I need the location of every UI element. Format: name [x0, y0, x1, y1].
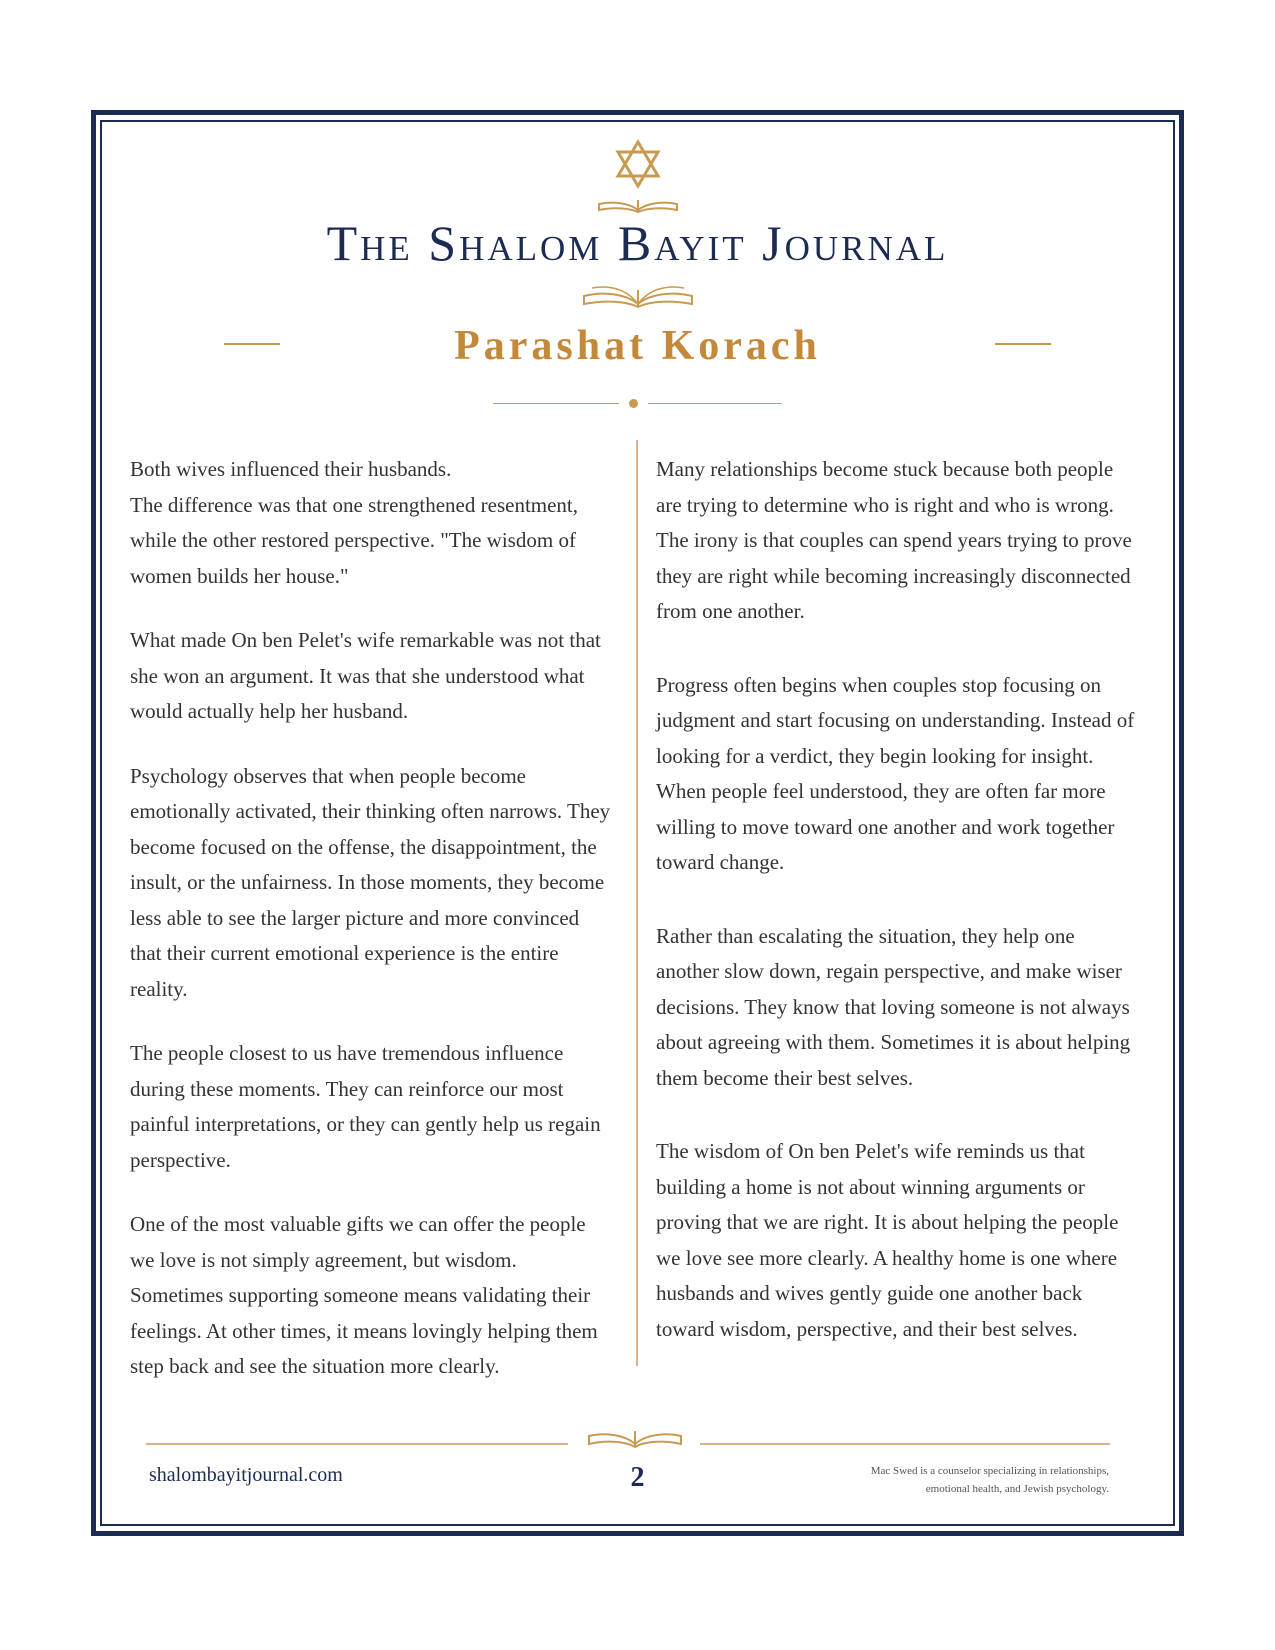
ornament-rule-right: [648, 403, 782, 404]
left-column: [130, 452, 615, 1414]
right-column: [656, 452, 1141, 1385]
paragraph: Progress often begins when couples stop focusing on judgment and start focusing on understanding. Instead of looking for a verdict, they begin looking for insight. When people feel understood, they are often far more willing to move toward one another and work together toward change.: [656, 672, 1135, 874]
open-book-icon: [595, 192, 681, 214]
paragraph: The wisdom of On ben Pelet's wife reminds us that building a home is not about winning arguments or proving that we are right. It is about helping the people we love see more clearly. A healthy home is one where husbands and wives gently guide one another back toward wisdom, perspective, and their best selves.: [656, 1139, 1119, 1341]
open-book-icon: [585, 1422, 685, 1450]
website-link[interactable]: shalombayitjournal.com: [149, 1464, 343, 1486]
paragraph: One of the most valuable gifts we can offer the people we love is not simply agreement, but wisdom. Sometimes supporting someone means validating their feelings. At other times, it means lovingly helping them step back and see the situation more clearly.: [130, 1212, 598, 1378]
column-divider: [636, 440, 638, 1366]
paragraph: What made On ben Pelet's wife remarkable was not that she won an argument. It was that she understood what would actually help her husband.: [130, 628, 601, 723]
parasha-title: Parashat Korach: [454, 323, 821, 369]
ornament-dot: [629, 399, 638, 408]
paragraph: Rather than escalating the situation, they help one another slow down, regain perspective, and make wiser decisions. They know that loving someone is not always about agreeing with them. Sometimes it is about helping them become their best selves.: [656, 923, 1131, 1090]
paragraph: Psychology observes that when people become emotionally activated, their thinking often narrows. They become focused on the offense, the disappointment, the insult, or the unfairness. In those moments, they become less able to see the larger picture and more convinced that their current emotional experience is the entire reality.: [130, 763, 611, 1001]
paragraph: Both wives influenced their husbands. The difference was that one strengthened resentment, while the other restored perspective. "The wisdom of women builds her house.": [130, 457, 579, 588]
open-book-icon: [580, 280, 696, 310]
footer-rule-left: [146, 1443, 568, 1445]
paragraph: Many relationships become stuck because both people are trying to determine who is right and who is wrong. The irony is that couples can spend years trying to prove they are right while becoming increasingly disconnected from one another.: [656, 457, 1132, 623]
paragraph: The people closest to us have tremendous influence during these moments. They can reinforce our most painful interpretations, or they can gently help us regain perspective.: [130, 1041, 601, 1172]
credit-line: Mac Swed is a counselor specializing in relationships,: [870, 1465, 1109, 1477]
journal-title: The Shalom Bayit Journal: [326, 215, 949, 271]
author-credit: [789, 1462, 1109, 1498]
footer-rule-right: [700, 1443, 1110, 1445]
ornament-rule-left: [493, 403, 619, 404]
credit-line: emotional health, and Jewish psychology.: [925, 1483, 1109, 1495]
page-number: 2: [630, 1462, 645, 1493]
star-of-david-icon: [612, 138, 664, 190]
